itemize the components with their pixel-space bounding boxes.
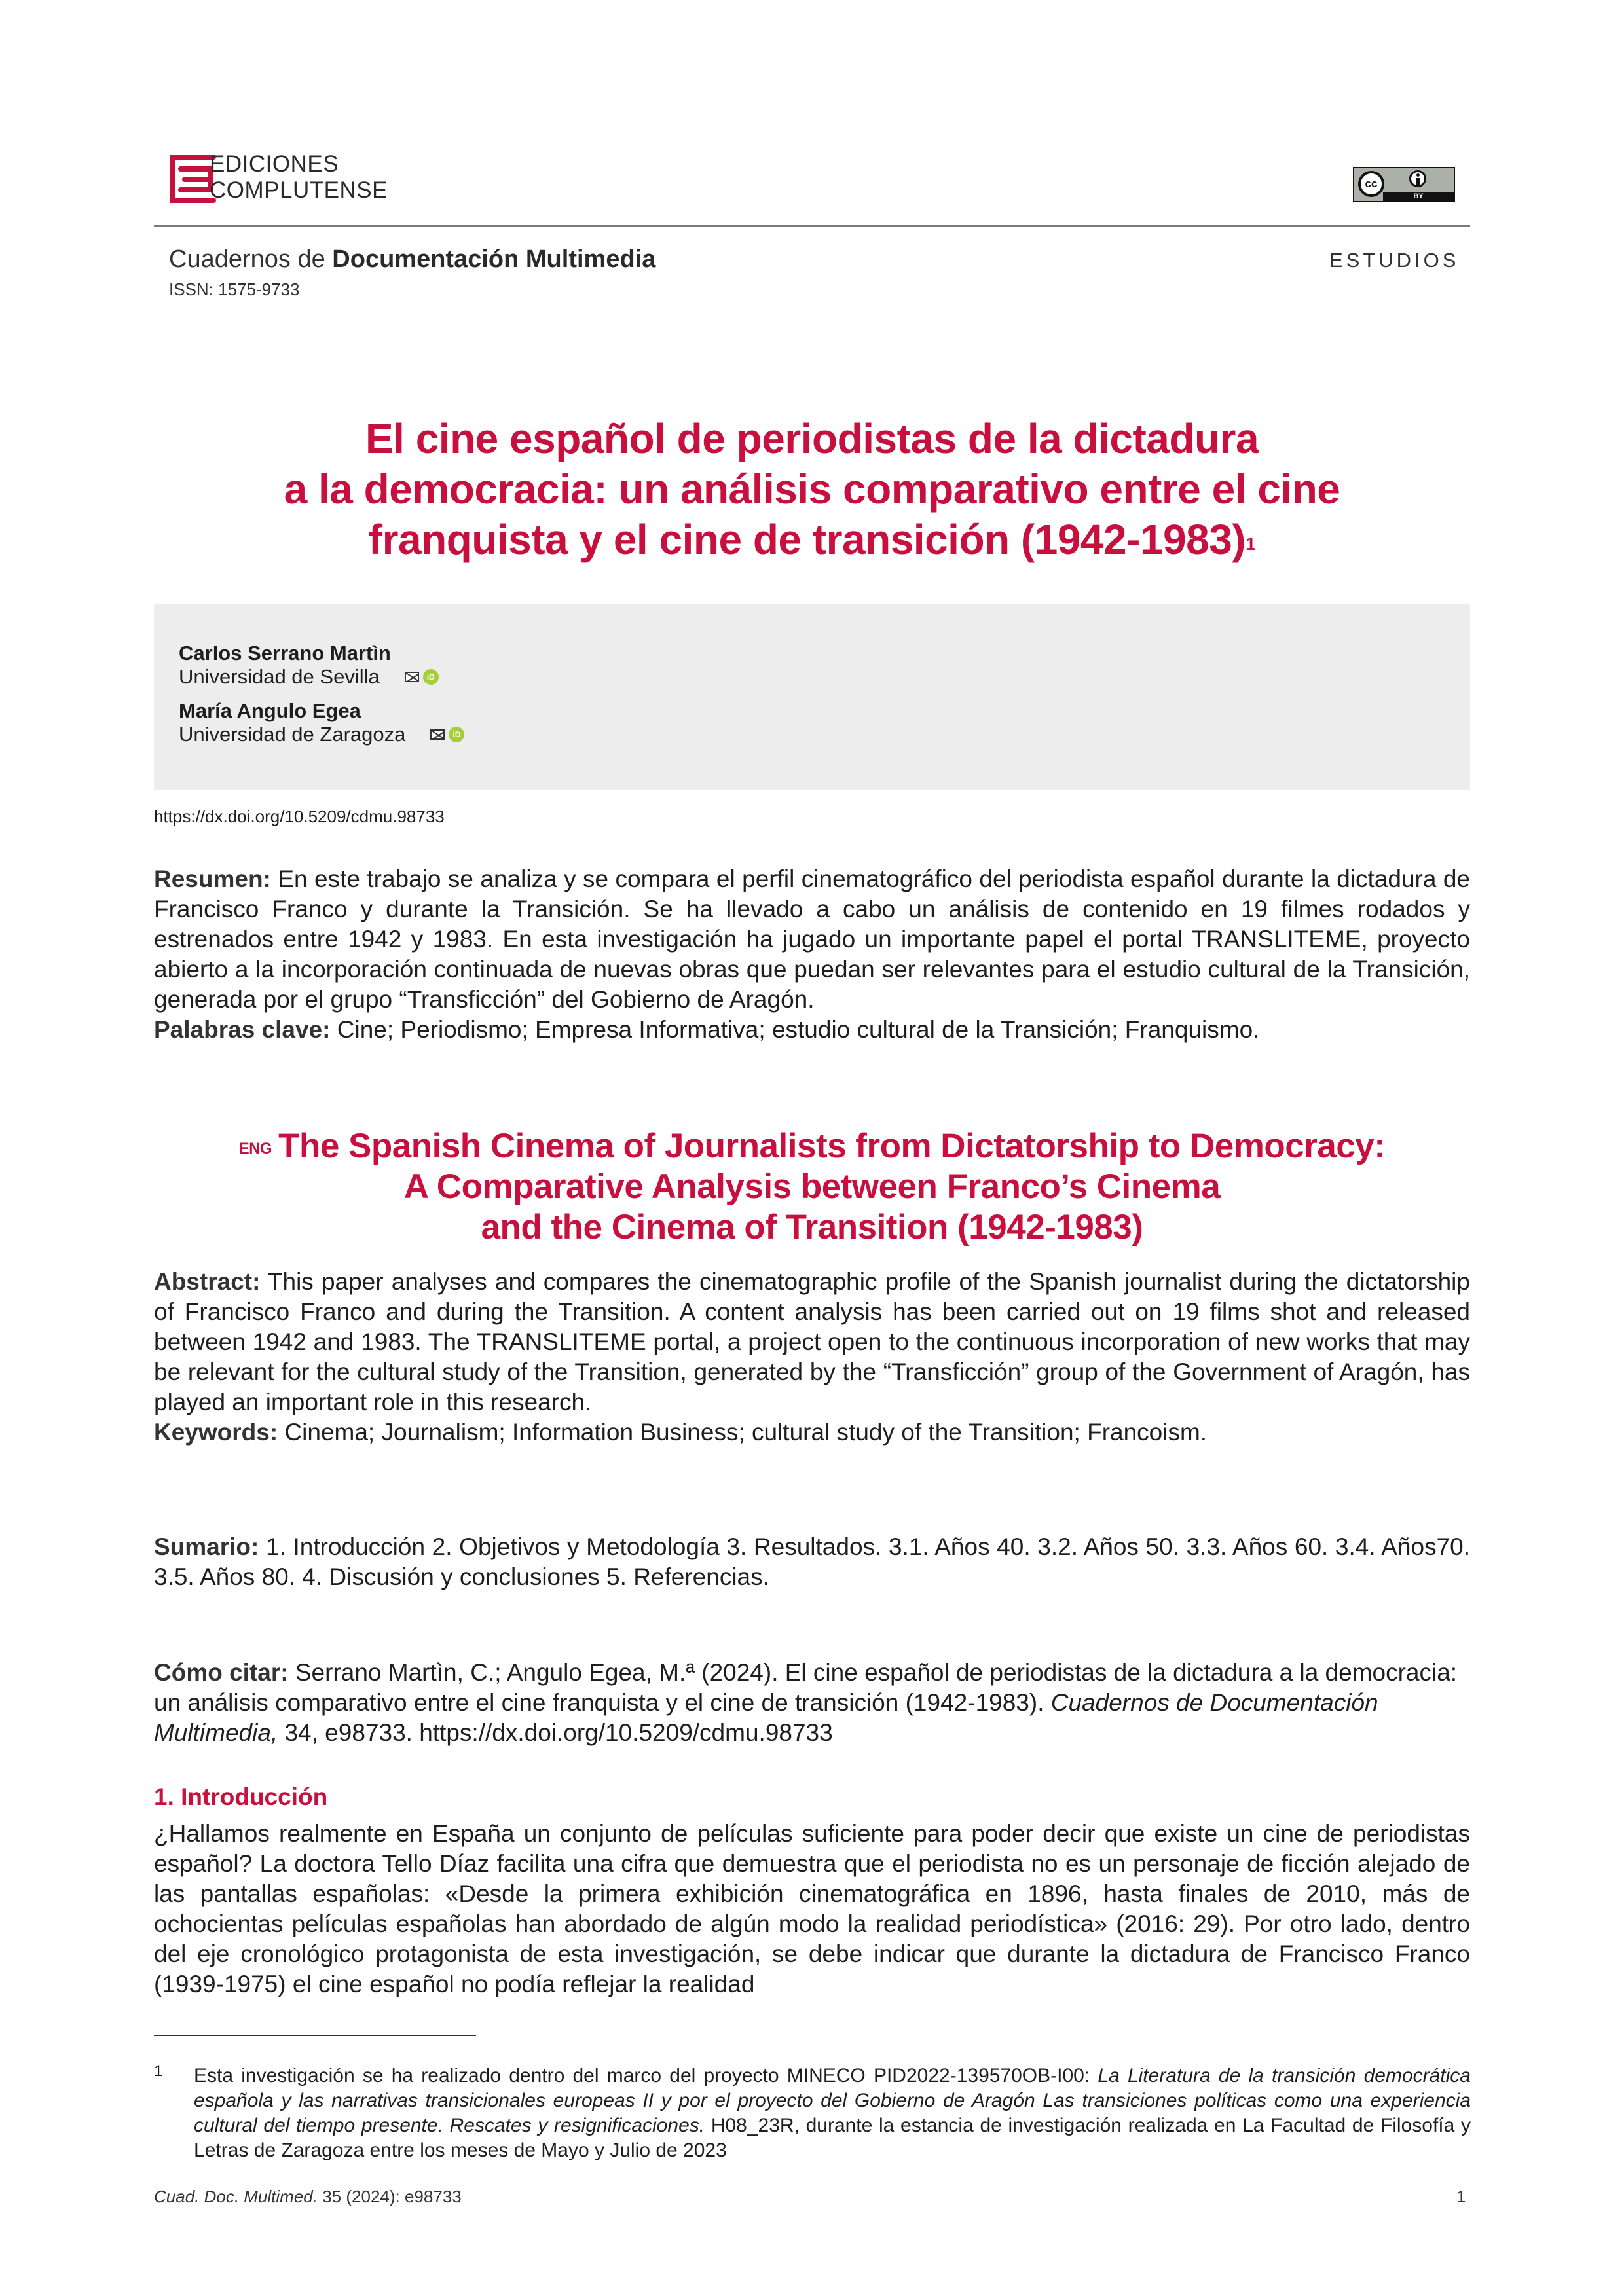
footnote-text-b: H08_23R, durante la estancia de investigación realizada en La Facultad de Filosofía y Letras de Zaragoza entre los meses de Mayo y Julio de 2023: [194, 2115, 1471, 2161]
issn: ISSN: 1575-9733: [169, 280, 300, 299]
language-tag: ENG: [238, 1140, 272, 1157]
article-title-es: [131, 414, 1493, 565]
page-number: 1: [1456, 2187, 1466, 2206]
publisher-line1: EDICIONES: [210, 151, 339, 177]
como-citar: [154, 1658, 1470, 1748]
footnote-number: 1: [154, 2062, 163, 2080]
title-footnote-ref[interactable]: 1: [1246, 534, 1256, 554]
title-en-line3: and the Cinema of Transition (1942-1983): [481, 1208, 1143, 1247]
sumario-text: 1. Introducción 2. Objetivos y Metodología 3. Resultados. 3.1. Años 40. 3.2. Años 50. 3.3. Años 60. 3.4. Años70. 3.5. Años 80. 4. Discusión y conclusiones 5. Referencias.: [154, 1533, 1471, 1590]
footer-volume: 35 (2024): e98733: [322, 2187, 462, 2206]
cc-by-license-badge[interactable]: [1353, 167, 1455, 202]
title-es-line1: El cine español de periodistas de la dictadura: [365, 415, 1259, 462]
author-1: [179, 642, 439, 689]
resumen-paragraph: [154, 864, 1470, 1015]
mail-icon[interactable]: [405, 672, 419, 682]
keywords-label: Keywords:: [154, 1419, 278, 1446]
journal-title: [169, 246, 655, 274]
como-citar-label: Cómo citar:: [154, 1659, 289, 1686]
author-name: María Angulo Egea: [179, 699, 361, 722]
footnote-italic: La Literatura de la transición democrática española y las narrativas transicionales europeas II y por el proyecto del Gobierno de Aragón Las transiciones políticas como una experiencia cultural del tiempo presente. Rescates y resignificaciones.: [194, 2065, 1471, 2136]
orcid-icon[interactable]: iD: [423, 669, 439, 685]
ediciones-complutense-logo-icon: [168, 152, 216, 206]
como-citar-journal: Cuadernos de Documentación Multimedia,: [154, 1689, 1378, 1746]
author-affiliation: Universidad de Sevilla: [179, 665, 380, 688]
cc-icon: cc: [1358, 171, 1384, 197]
article-title-en: [154, 1126, 1470, 1248]
section-label: ESTUDIOS: [1329, 249, 1460, 272]
journal-prefix: Cuadernos de: [169, 246, 325, 273]
author-affiliation: Universidad de Zaragoza: [179, 723, 406, 746]
orcid-icon[interactable]: iD: [449, 727, 464, 742]
como-citar-tail: 34, e98733. https://dx.doi.org/10.5209/cdmu.98733: [284, 1719, 833, 1746]
header-divider: [154, 225, 1470, 227]
resumen-text: En este trabajo se analiza y se compara el perfil cinematográfico del periodista español durante la dictadura de Francisco Franco y durante la Transición. Se ha llevado a cabo un análisis de contenido en 19 filmes rodados y estrenados entre 1942 y 1983. En esta investigación ha jugado un importante papel el portal TRANSLITEME, proyecto abierto a la incorporación continuada de nuevas obras que puedan ser relevantes para el estudio cultural de la Transición, generada por el grupo “Transficción” del Gobierno de Aragón.: [154, 866, 1471, 1013]
abstract-paragraph: [154, 1267, 1470, 1417]
footnote-text: [194, 2064, 1471, 2163]
sumario-label: Sumario:: [154, 1533, 259, 1560]
attribution-person-icon: [1409, 170, 1426, 187]
author-2: [179, 699, 464, 746]
footnote-divider: [154, 2035, 476, 2036]
como-citar-text: Serrano Martìn, C.; Angulo Egea, M.ª (2024). El cine español de periodistas de la dictadura a la democracia: un análisis comparativo entre el cine franquista y el cine de transición (1942-1983).: [154, 1659, 1458, 1716]
introduccion-body: ¿Hallamos realmente en España un conjunto de películas suficiente para poder decir que existe un cine de periodistas español? La doctora Tello Díaz facilita una cifra que demuestra que el periodista no es un personaje de ficción alejado de las pantallas españolas: «Desde la primera exhibición cinematográfica en 1896, hasta finales de 2010, más de ochocientas películas españolas han abordado de algún modo la realidad periodística» (2016: 29). Por otro lado, dentro del eje cronológico protagonista de esta investigación, se debe indicar que durante la dictadura de Francisco Franco (1939-1975) el cine español no podía reflejar la realidad: [154, 1820, 1470, 1997]
author-name: Carlos Serrano Martìn: [179, 642, 391, 665]
palabras-clave: [154, 1015, 1470, 1045]
by-label: BY: [1383, 192, 1454, 201]
abstract-text: This paper analyses and compares the cinematographic profile of the Spanish journalist during the dictatorship of Francisco Franco and during the Transition. A content analysis has been carried out on 19 films shot and released between 1942 and 1983. The TRANSLITEME portal, a project open to the continuous incorporation of new works that may be relevant for the cultural study of the Transition, generated by the “Transficción” group of the Government of Aragón, has played an important role in this research.: [154, 1268, 1470, 1415]
title-en-line2: A Comparative Analysis between Franco’s Cinema: [403, 1167, 1221, 1206]
mail-icon[interactable]: [430, 729, 445, 740]
keywords-text: Cinema; Journalism; Information Business; cultural study of the Transition; Francoism.: [284, 1419, 1208, 1446]
footnote-text-a: Esta investigación se ha realizado dentro del marco del proyecto MINECO PID2022-139570OB-I00:: [194, 2065, 1090, 2086]
title-es-line2: a la democracia: un análisis comparativo entre el cine: [284, 465, 1340, 513]
section-heading-introduccion: 1. Introducción: [154, 1783, 328, 1810]
footer-citation: [154, 2187, 462, 2207]
doi-link[interactable]: https://dx.doi.org/10.5209/cdmu.98733: [154, 807, 445, 826]
keywords: [154, 1417, 1470, 1448]
title-es-line3: franquista y el cine de transición (1942-1983): [368, 516, 1246, 563]
footer-journal-abbrev: Cuad. Doc. Multimed.: [154, 2187, 318, 2206]
publisher-line2: COMPLUTENSE: [210, 177, 388, 203]
resumen-label: Resumen:: [154, 866, 271, 892]
palabras-clave-text: Cine; Periodismo; Empresa Informativa; estudio cultural de la Transición; Franquismo.: [337, 1016, 1260, 1043]
publisher-name: [210, 151, 388, 204]
sumario: [154, 1532, 1470, 1592]
authors-box: [154, 604, 1470, 790]
palabras-clave-label: Palabras clave:: [154, 1016, 331, 1043]
abstract-label: Abstract:: [154, 1268, 261, 1295]
journal-name-bold: Documentación Multimedia: [332, 246, 656, 273]
title-en-line1: The Spanish Cinema of Journalists from Dictatorship to Democracy:: [278, 1127, 1386, 1165]
